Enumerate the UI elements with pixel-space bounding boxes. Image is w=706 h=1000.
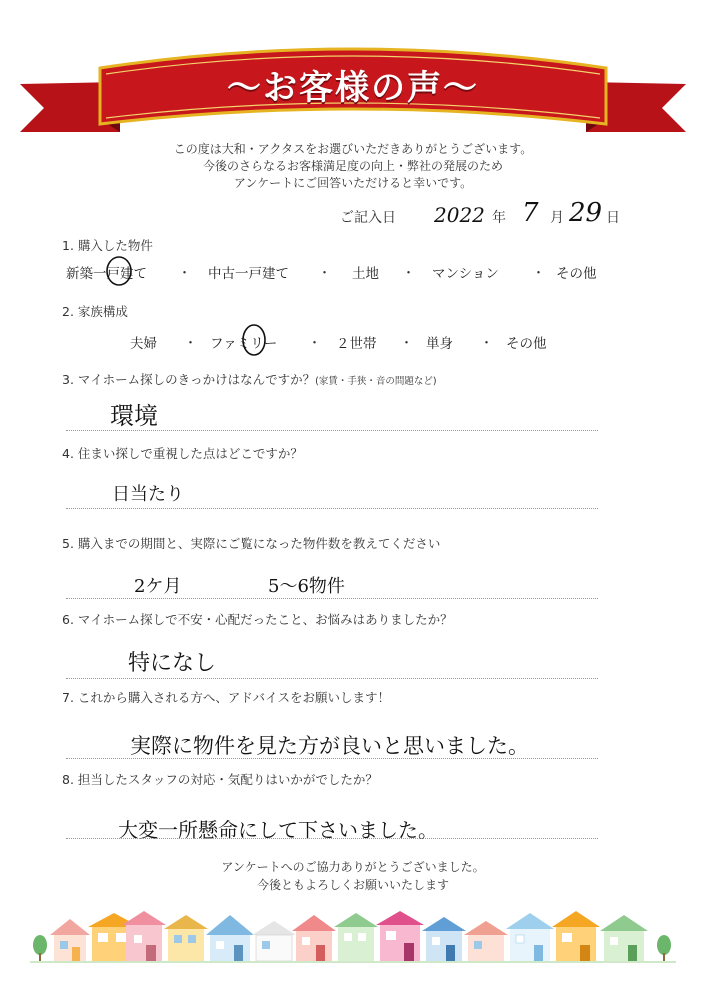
q2-selection-circle [240,322,268,358]
q1-separator: ・ [532,266,546,281]
house-icon [552,911,600,961]
footer-line-1: アンケートへのご協力ありがとうございました。 [221,860,485,874]
house-icon [206,915,254,961]
q2-option-couple[interactable]: 夫婦 [130,336,157,352]
date-day: 29 [569,198,603,228]
date-label: ご記入日 [340,210,396,226]
q7-answer-line [66,758,598,759]
house-icon [122,911,166,961]
q8-answer-line [66,838,598,839]
q1-selection-circle [104,254,134,288]
house-icon [50,919,90,961]
q3-answer: 環境 [110,402,158,430]
question-3-text: 3. マイホーム探しのきっかけはなんですか？ [62,372,316,387]
intro-line-1: この度は大和・アクタスをお選びいただきありがとうございます。 [173,142,533,156]
question-3-label [62,370,437,388]
q1-separator: ・ [178,266,192,281]
q2-option-two-generation[interactable]: ２世帯 [336,336,377,352]
q3-answer-line [66,430,598,431]
house-icon [600,915,648,961]
question-4-label: 4. 住まい探しで重視した点はどこですか？ [62,446,303,461]
houses-illustration [30,905,676,965]
house-icon [292,915,336,961]
q5-answer-period: 2ケ月 [134,576,182,597]
date-day-unit: 日 [606,210,620,226]
question-6-label: 6. マイホーム探しで不安・心配だったこと、お悩みはありましたか？ [62,612,453,627]
question-1-label: 1. 購入した物件 [62,238,153,253]
q2-option-single[interactable]: 単身 [426,336,453,352]
date-month: 7 [522,198,539,228]
q2-option-other[interactable]: その他 [506,336,547,352]
house-icon [252,921,296,961]
question-8-label: 8. 担当したスタッフの対応・気配りはいかがでしたか？ [62,772,378,787]
date-month-unit: 月 [550,210,564,226]
house-icon [506,913,554,961]
house-icon [422,917,466,961]
banner-title: 〜お客様の声〜 [227,68,479,108]
q2-option-family[interactable]: ファミリー [210,336,278,352]
q6-answer-line [66,678,598,679]
q2-separator: ・ [400,336,414,351]
q2-separator: ・ [480,336,494,351]
q6-answer: 特になし [128,651,217,676]
q2-separator: ・ [184,336,198,351]
q4-answer-line [66,508,598,509]
question-2-label: 2. 家族構成 [62,304,128,319]
house-icon [334,913,378,961]
q5-answer-count: 5〜6物件 [268,576,345,597]
q1-option-new-house[interactable]: 新築一戸建て [66,266,147,282]
question-7-label: 7. これから購入される方へ、アドバイスをお願いします！ [62,690,391,705]
q7-answer: 実際に物件を見た方が良いと思いました。 [130,734,529,758]
house-icon [464,921,508,961]
q2-separator: ・ [308,336,322,351]
tree-icon [33,935,47,961]
q1-option-other[interactable]: その他 [556,266,597,282]
house-icon [164,915,208,961]
q1-option-used-house[interactable]: 中古一戸建て [208,266,289,282]
intro-line-2: 今後のさらなるお客様満足度の向上・弊社の発展のため [202,159,503,173]
tree-icon [657,935,671,961]
intro-line-3: アンケートにご回答いただけると幸いです。 [233,176,473,190]
question-3-note: (家賃・手狭・音の問題など) [315,376,437,387]
footer-line-2: 今後ともよろしくお願いいたします [256,878,449,892]
q8-answer: 大変一所懸命にして下さいました。 [118,818,438,842]
date-year: 2022 [434,203,485,227]
house-icon [376,911,424,961]
q1-separator: ・ [318,266,332,281]
q1-separator: ・ [402,266,416,281]
date-year-unit: 年 [492,210,506,226]
q1-option-land[interactable]: 土地 [352,266,379,282]
q4-answer: 日当たり [112,484,184,505]
q5-answer-line [66,598,598,599]
q1-option-mansion[interactable]: マンション [432,266,499,282]
question-5-label: 5. 購入までの期間と、実際にご覧になった物件数を教えてください [62,536,441,551]
